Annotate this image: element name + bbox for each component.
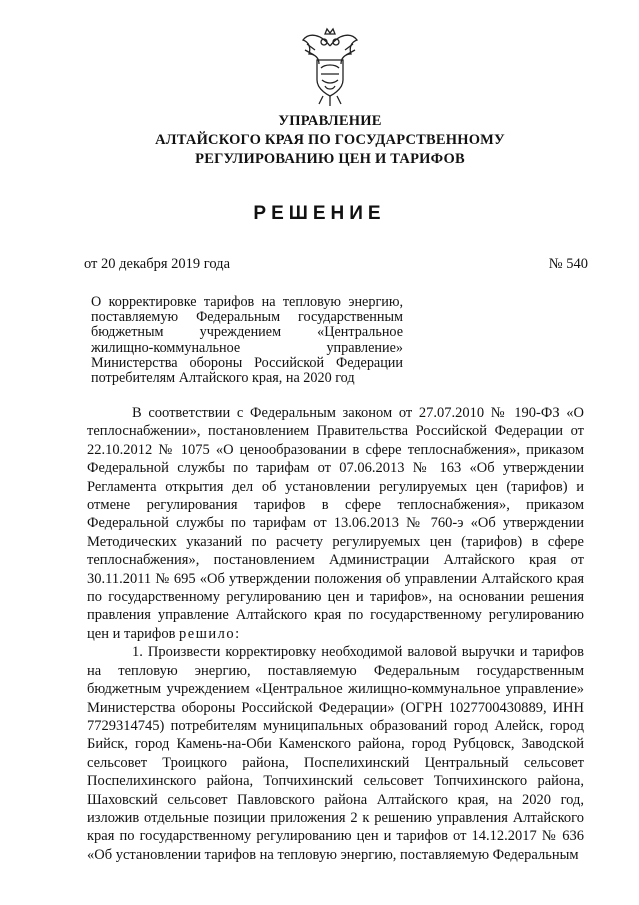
body-paragraph-item-1: 1. Произвести корректировку необходимой валовой выручки и тарифов на тепловую энергию, поставляемую Федеральным государственным бюджетным учреждением «Центральное жилищно-коммунальное управление» Министерства обороны Российской Федерации» (ОГРН 1027700430889, ИНН 7729314745) потребителям муниципальных образований город Алейск, город Бийск, город Камень-на-Оби Каменского района, город Рубцовск, Заводской сельсовет Троицкого района, Поспелихинский Центральный сельсовет Поспелихинского района, Топчихинский сельсовет Топчихинского района, Шаховский сельсовет Павловского района Алтайского края, на 2020 год, изложив отдельные позиции приложения 2 к решению управления Алтайского края по государственному регулированию цен и тарифов от 14.12.2017 № 636 «Об установлении тарифов на тепловую энергию, поставляемую Федеральным <box>87 644 584 863</box>
document-subject: О корректировке тарифов на тепловую энергию, поставляемую Федеральным государственным бюджетным учреждением «Центральное жилищно-коммунальное управление» Министерства обороны Российской Федерации потребителям Алтайского края, на 2020 год <box>91 294 403 387</box>
document-date: от 20 декабря 2019 года <box>84 256 230 272</box>
organization-line: АЛТАЙСКОГО КРАЯ ПО ГОСУДАРСТВЕННОМУ <box>155 132 505 148</box>
coat-of-arms-icon <box>297 24 363 110</box>
organization-line: РЕГУЛИРОВАНИЮ ЦЕН И ТАРИФОВ <box>195 151 465 167</box>
resolution-word: решило: <box>179 625 241 642</box>
document-type-title: РЕШЕНИЕ <box>253 203 386 224</box>
organization-line: УПРАВЛЕНИЕ <box>278 113 382 129</box>
body-paragraph-text: В соответствии с Федеральным законом от 27.07.2010 № 190-ФЗ «О теплоснабжении», постановлением Правительства Российской Федерации от 22.10.2012 № 1075 «О ценообразовании в сфере теплоснабжения», приказом Федеральной службы по тарифам от 07.06.2013 № 163 «Об утверждении Регламента открытия дел об установлении регулируемых цен (тарифов) и отмене регулирования тарифов в сфере теплоснабжения», приказом Федеральной службы по тарифам от 13.06.2013 № 760-э «Об утверждении Методических указаний по расчету регулируемых цен (тарифов) в сфере теплоснабжения», постановлением Администрации Алтайского края от 30.11.2011 № 695 «Об утверждении положения об управлении Алтайского края по государственному регулированию цен и тарифов», на основании решения правления управление Алтайского края по государственному регулированию цен и тарифов <box>87 405 584 642</box>
body-paragraph <box>87 404 584 643</box>
document-body <box>87 404 584 864</box>
document-number: № 540 <box>548 256 588 272</box>
organization-name <box>100 112 560 169</box>
